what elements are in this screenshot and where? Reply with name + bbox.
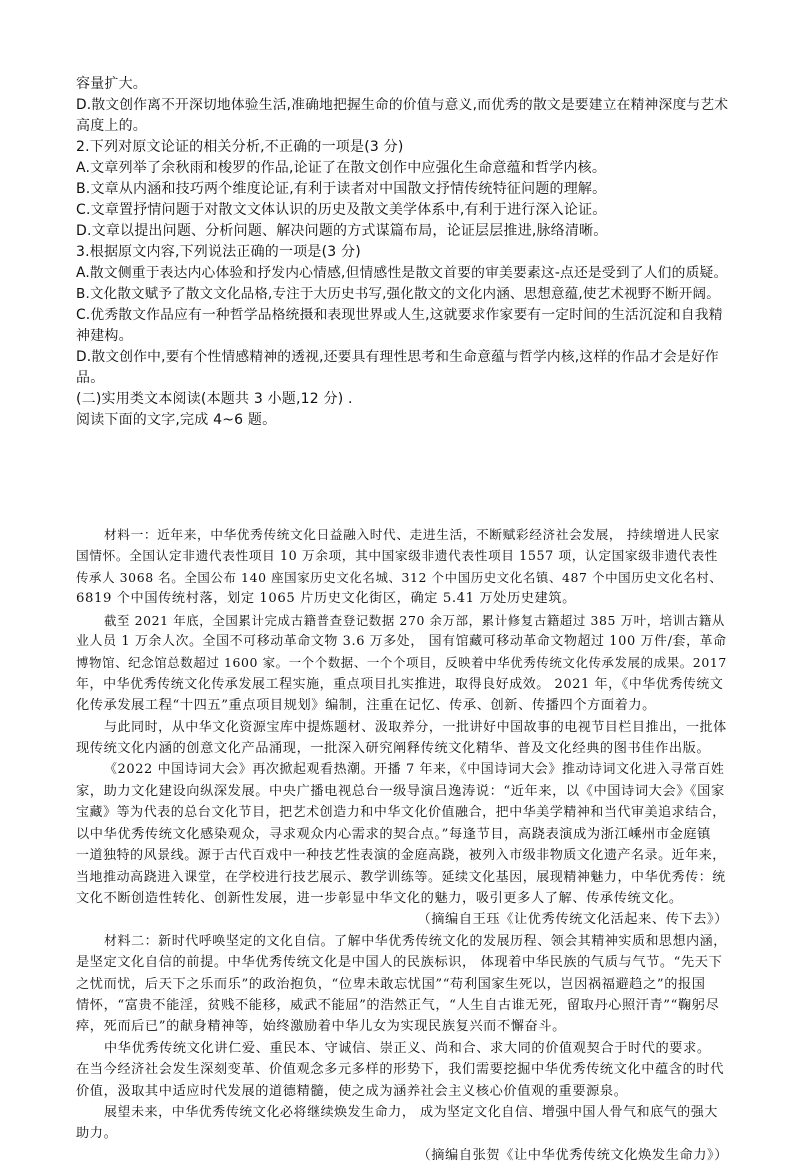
- material-1-source: （摘编自王珏《让优秀传统文化活起来、传下去》）: [417, 912, 728, 928]
- material-1-line: 博物馆、纪念馆总数超过 1600 家。一个个数据、一个个项目，反映着中华优秀传统文化传承发展的成果。2017: [76, 655, 727, 671]
- material-1-line: 一道独特的风景线。源于古代百戏中一种技艺性表演的金庭高跷，被列入市级非物质文化遗产名录。近年来，: [76, 848, 726, 864]
- material-2-line: 情怀，“富贵不能淫，贫贱不能移，威武不能屈”的浩然正气，“人生自古谁无死，留取丹心照汗青”“鞠躬尽: [76, 997, 720, 1013]
- question-2-option-b: B.文章从内涵和技巧两个维度论证,有利于读者对中国散文抒情传统特征问题的理解。: [76, 181, 607, 197]
- material-1-line: 现传统文化内涵的创意文化产品涌现，一批深入研究阐释传统文化精华、普及文化经典的图书佳作出版。: [76, 741, 711, 757]
- question-3-option-d-continued: 品。: [76, 370, 105, 386]
- option-line: 容量扩大。: [76, 76, 147, 92]
- material-2-line: 瘁，死而后已”的献身精神等，始终激励着中华儿女为实现民族复兴而不懈奋斗。: [76, 1019, 566, 1035]
- question-3-option-a: A.散文侧重于表达内心体验和抒发内心情感,但情感性是散文首要的审美要素这-点还是受到了人们的质疑。: [76, 265, 728, 281]
- material-1-line: 年，中华优秀传统文化传承发展工程实施，重点项目扎实推进，取得良好成效。 2021 年，《中华优秀传统文: [76, 676, 724, 692]
- material-1-line: 以中华优秀传统文化感染观众，寻求观众内心需求的契合点。”每逢节目，高跷表演成为浙江嵊州市金庭镇: [76, 826, 711, 842]
- question-3-option-c-continued: 神建构。: [76, 328, 133, 344]
- material-2-line: 中华优秀传统文化讲仁爱、重民本、守诚信、崇正义、尚和合、求大同的价值观契合于时代的要求。: [104, 1040, 711, 1056]
- option-d-line: D.散文创作离不开深切地体验生活,准确地把握生命的价值与意义,而优秀的散文是要建立在精神深度与艺术: [76, 97, 728, 113]
- material-2-line: 是坚定文化自信的前提。中华优秀传统文化是中国人的民族标识， 体现着中华民族的气质与气节。“先天下: [76, 955, 723, 971]
- material-1-line: 传承人 3068 名。全国公布 140 座国家历史文化名城、312 个中国历史文化名镇、487 个中国历史文化名村、: [76, 569, 723, 585]
- material-2-line: 材料二：新时代呼唤坚定的文化自信。了解中华优秀传统文化的发展历程、领会其精神实质和思想内涵，: [104, 933, 727, 949]
- reading-material: [76, 524, 728, 1166]
- reading-instruction: 阅读下面的文字,完成 4~6 题。: [76, 412, 277, 428]
- material-1-line: 《2022 中国诗词大会》再次掀起观看热潮。开播 7 年来，《中国诗词大会》推动诗词文化进入寻常百姓: [104, 762, 725, 778]
- material-2-line: 价值，汲取其中适应时代发展的道德精髓，使之成为涵养社会主义核心价值观的重要源泉。: [76, 1083, 628, 1099]
- material-2-line: 助力。: [76, 1126, 118, 1142]
- question-2-option-a: A.文章列举了余秋雨和梭罗的作品,论证了在散文创作中应强化生命意蕴和哲学内核。: [76, 160, 607, 176]
- material-1-line: 国情怀。全国认定非遗代表性项目 10 万余项，其中国家级非遗代表性项目 1557 项，认定国家级非遗代表性: [76, 548, 718, 564]
- material-1-line: 材料一：近年来，中华优秀传统文化日益融入时代、走进生活，不断赋彩经济社会发展， 持续增进人民家: [104, 527, 720, 542]
- material-1-line: 宝藏》等为代表的总台文化节目，把艺术创造力和中华文化价值融合，把中华美学精神和当代审美追求结合，: [76, 805, 726, 821]
- question-3-option-b: B.文化散文赋予了散文文化品格,专注于大历史书写,强化散文的文化内涵、思想意蕴,使艺术视野不断开阔。: [76, 286, 720, 302]
- question-3-option-d: D.散文创作中,要有个性情感精神的透视,还要具有理性思考和生命意蕴与哲学内核,这样的作品才会是好作: [76, 349, 719, 365]
- question-3-stem: 3.根据原文内容,下列说法正确的一项是(3 分): [76, 244, 361, 260]
- question-2-option-c: C.文章置抒情问题于对散文文体认识的历史及散文美学体系中,有利于进行深入论证。: [76, 202, 607, 218]
- material-2-line: 展望未来，中华优秀传统文化必将继续焕发生命力， 成为坚定文化自信、增强中国人骨气和底气的强大: [104, 1104, 718, 1120]
- material-2-line: 在当今经济社会发生深刻变革、价值观念多元多样的形势下，我们需要挖掘中华优秀传统文化中蕴含的时代: [76, 1062, 725, 1078]
- material-1-line: 家，助力文化建设向纵深发展。中央广播电视总台一级导演吕逸涛说：“近年来，以《中国诗词大会》《国家: [76, 783, 725, 799]
- material-1-line: 6819 个中国传统村落，划定 1065 片历史文化街区，确定 5.41 万处历史建筑。: [76, 591, 576, 607]
- question-2-stem: 2.下列对原文论证的相关分析,不正确的一项是(3 分): [76, 139, 404, 155]
- section-heading: (二)实用类文本阅读(本题共 3 小题,12 分) .: [76, 391, 353, 407]
- material-2-source: （摘编自张贺《让中华优秀传统文化焕发生命力》）: [417, 1147, 728, 1163]
- option-d-continued: 高度上的。: [76, 118, 147, 134]
- material-1-line: 与此同时，从中华文化资源宝库中提炼题材、汲取养分，一批讲好中国故事的电视节目栏目推出，一批体: [104, 719, 727, 735]
- material-2-line: 之忧而忧，后天下之乐而乐”的政治抱负，“位卑未敢忘忧国”“苟利国家生死以，岂因祸福避趋之”的报国: [76, 976, 706, 992]
- question-3-option-c: C.优秀散文作品应有一种哲学品格统摄和表现世界或人生,这就要求作家要有一定时间的生活沉淀和自我精: [76, 307, 723, 323]
- material-1-line: 化传承发展工程“十四五”重点项目规划》编制，注重在记忆、传承、创新、传播四个方面着力。: [76, 698, 656, 714]
- material-1-line: 截至 2021 年底，全国累计完成古籍普查登记数据 270 余万部，累计修复古籍超过 385 万叶，培训古籍从: [104, 612, 725, 628]
- questions-section: [76, 74, 728, 431]
- material-1-line: 文化不断创造性转化、创新性发展，进一步彰显中华文化的魅力，吸引更多人了解、传承传统文化。: [76, 890, 683, 906]
- material-1-line: 业人员 1 万余人次。全国不可移动革命文物 3.6 万多处， 国有馆藏可移动革命文物超过 100 万件/套，革命: [76, 634, 727, 650]
- material-1-line: 当地推动高跷进入课堂，在学校进行技艺展示、教学训练等。延续文化基因，展现精神魅力，中华优秀传：统: [76, 869, 726, 885]
- question-2-option-d: D.文章以提出问题、分析问题、解决问题的方式谋篇布局，论证层层推进,脉络清晰。: [76, 223, 608, 239]
